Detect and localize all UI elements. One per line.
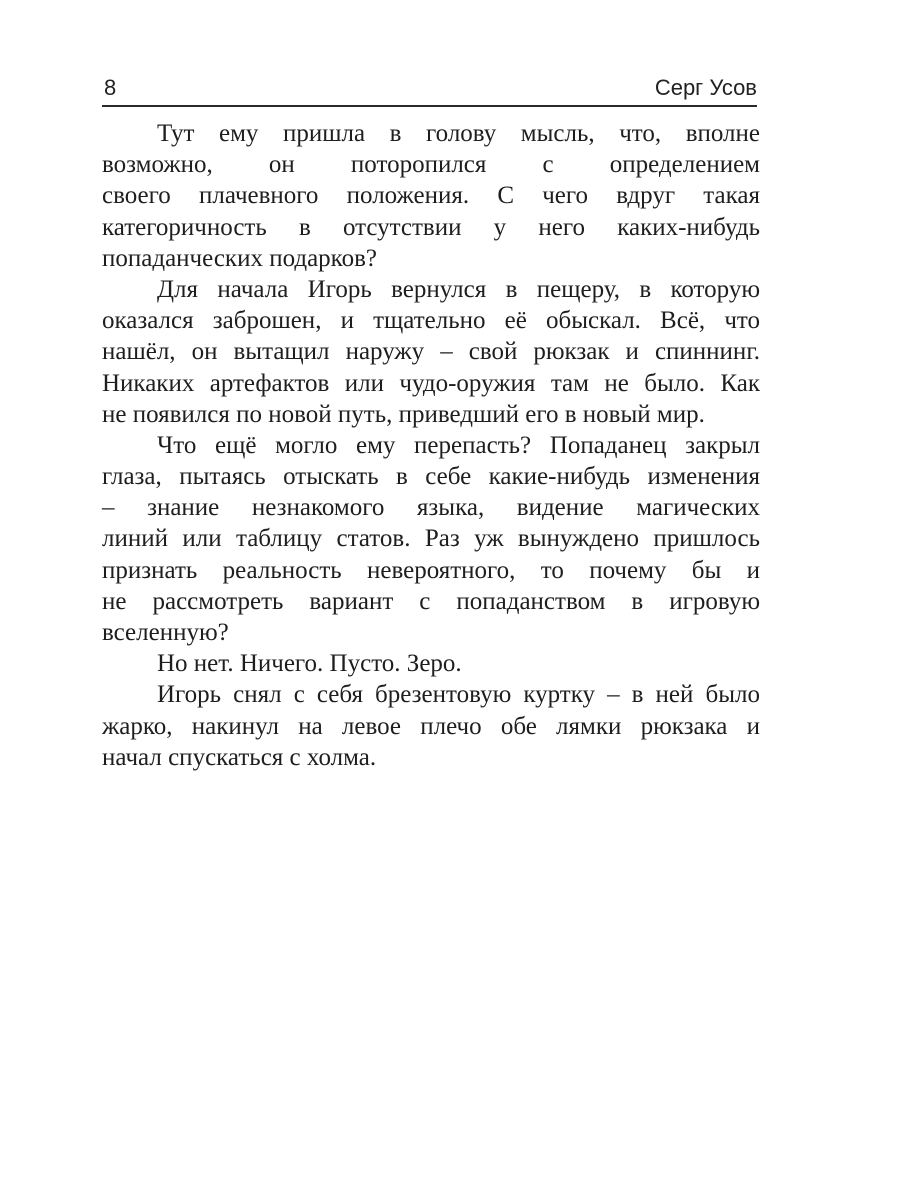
text-line: признать реальность невероятного, то почему бы и [102,556,760,584]
text-line: категоричность в отсутствии у него каких-нибудь [102,213,760,241]
text-line: линий или таблицу статов. Раз уж вынуждено пришлось [102,525,760,553]
paragraph-4 [102,648,760,679]
body-text [102,118,760,773]
text-line: вселенную? [102,619,229,646]
paragraph-1 [102,118,760,274]
text-line: начал спускаться с холма. [102,743,377,771]
text-line: Игорь снял с себя брезентовую куртку – в ней было [157,681,760,709]
text-line: Тут ему пришла в голову мысль, что, вполне [157,120,760,147]
text-line: не рассмотреть вариант с попаданством в игровую [102,587,760,615]
text-line: возможно, он поторопился с определением [102,151,760,179]
paragraph-2 [102,274,760,430]
text-line: Что ещё могло ему перепасть? Попаданец закрыл [157,431,760,459]
text-line: жарко, накинул на левое плечо обе лямки рюкзака и [102,712,760,740]
paragraph-5 [102,679,760,773]
text-line: Для начала Игорь вернулся в пещеру, в которую [157,275,760,303]
author-name: Серг Усов [654,75,757,100]
text-line: оказался заброшен, и тщательно её обыскал. Всё, что [102,307,760,335]
paragraph-3 [102,430,760,648]
text-line: – знание незнакомого языка, видение магических [102,494,760,522]
text-line: нашёл, он вытащил наружу – свой рюкзак и спиннинг. [102,338,760,366]
page-number: 8 [104,75,117,100]
text-line: глаза, пытаясь отыскать в себе какие-нибудь изменения [102,463,760,491]
text-line: своего плачевного положения. С чего вдруг такая [102,182,760,210]
text-line: не появился по новой путь, приведший его в новый мир. [102,400,705,428]
text-line: попаданческих подарков? [102,244,377,272]
text-line: Но нет. Ничего. Пусто. Зеро. [157,650,462,678]
running-head [102,73,757,107]
text-line: Никаких артефактов или чудо-оружия там не было. Как [102,369,760,397]
